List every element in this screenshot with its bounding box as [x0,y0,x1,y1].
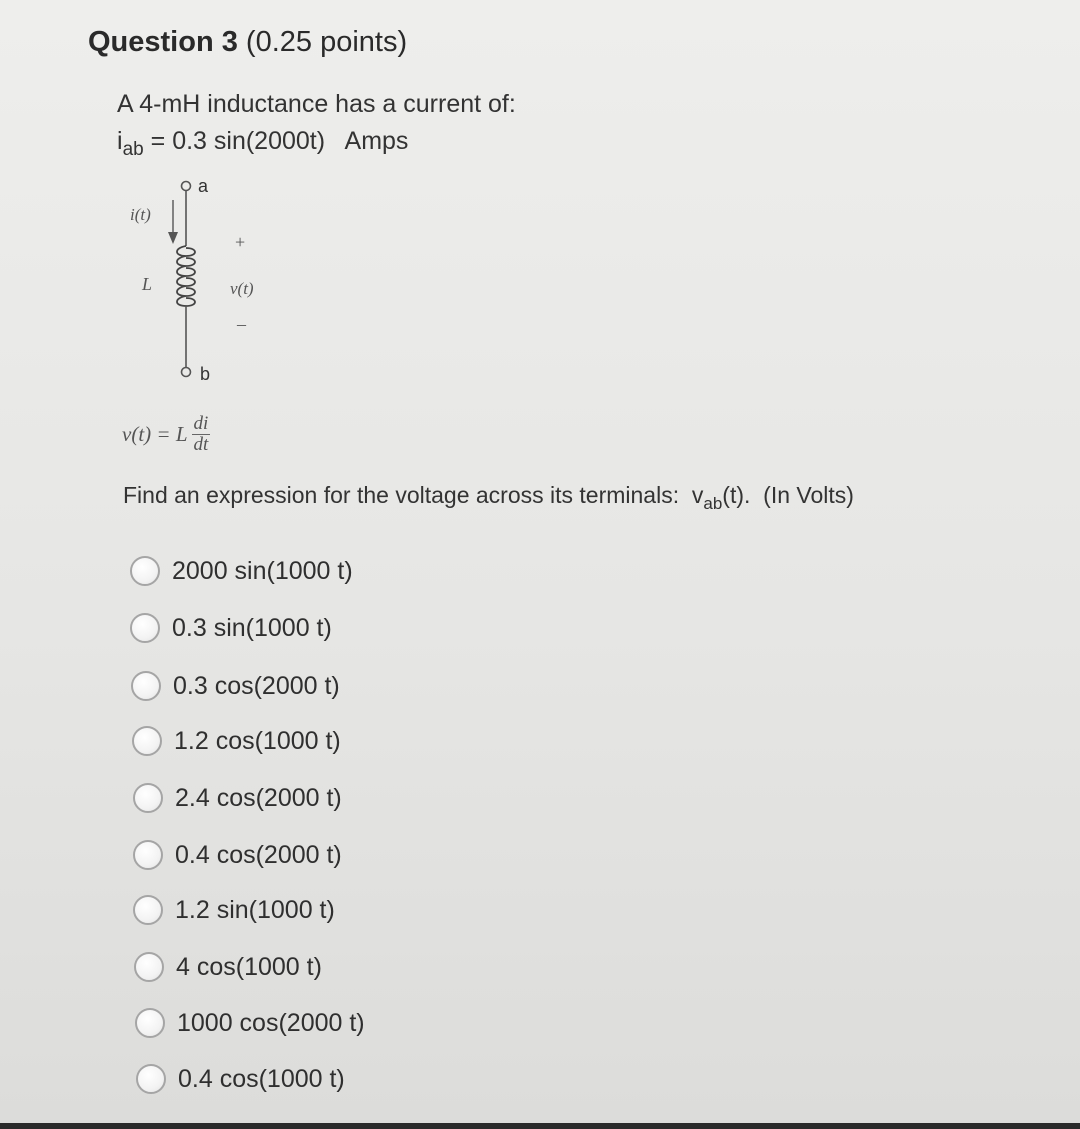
radio-button[interactable] [133,783,163,813]
option-label: 0.3 sin(1000 t) [172,613,332,642]
answer-option-10[interactable] [136,1061,345,1097]
question-title [88,26,407,59]
radio-button[interactable] [133,895,163,925]
formula-fraction [192,414,211,455]
option-label: 0.4 cos(2000 t) [175,840,342,869]
option-label: 0.3 cos(2000 t) [173,671,340,700]
answer-option-2[interactable] [130,610,332,646]
answer-option-9[interactable] [135,1005,365,1041]
screen-bezel-edge [0,1123,1080,1129]
question-points: (0.25 points) [245,26,408,58]
find-instruction [123,482,854,513]
current-label: i(t) [130,205,151,224]
radio-button[interactable] [133,840,163,870]
inductor-coil-icon [177,246,195,306]
plus-sign: + [235,232,246,252]
prompt-line-2 [117,127,409,160]
current-symbol: i [117,127,123,155]
radio-button[interactable] [136,1064,166,1094]
inductor-formula [122,414,210,455]
formula-lhs: v(t) = L [122,422,188,446]
radio-button[interactable] [130,556,160,586]
find-text: Find an expression for the voltage across its terminals: v [123,482,704,508]
option-label: 2000 sin(1000 t) [172,556,353,585]
radio-button[interactable] [131,671,161,701]
answer-option-6[interactable] [133,837,342,873]
answer-option-3[interactable] [131,668,340,704]
question-label: Question 3 [88,26,238,58]
terminal-a-label: a [198,176,209,196]
find-tail: (t). (In Volts) [722,482,854,508]
terminal-b-label: b [200,364,211,384]
option-label: 1.2 cos(1000 t) [174,726,341,755]
formula-numerator: di [193,413,209,434]
inductor-circuit-diagram [120,170,290,400]
terminal-b-icon [182,368,191,377]
voltage-label: v(t) [230,279,254,298]
current-subscript: ab [122,139,144,160]
current-expression: = 0.3 sin(2000t) Amps [143,127,409,155]
answer-option-8[interactable] [134,949,322,985]
radio-button[interactable] [132,726,162,756]
prompt-line-1: A 4-mH inductance has a current of: [117,90,516,118]
answer-option-5[interactable] [133,780,342,816]
option-label: 1.2 sin(1000 t) [175,895,335,924]
minus-sign: – [237,314,246,334]
radio-button[interactable] [135,1008,165,1038]
radio-button[interactable] [130,613,160,643]
answer-option-4[interactable] [132,723,341,759]
answer-option-1[interactable] [130,553,353,589]
option-label: 0.4 cos(1000 t) [178,1064,345,1093]
find-subscript: ab [703,494,723,513]
terminal-a-icon [182,182,191,191]
answer-option-7[interactable] [133,892,335,928]
inductor-label: L [142,274,153,294]
option-label: 1000 cos(2000 t) [177,1008,365,1037]
radio-button[interactable] [134,952,164,982]
option-label: 4 cos(1000 t) [176,952,322,981]
formula-denominator: dt [193,434,209,455]
option-label: 2.4 cos(2000 t) [175,783,342,812]
